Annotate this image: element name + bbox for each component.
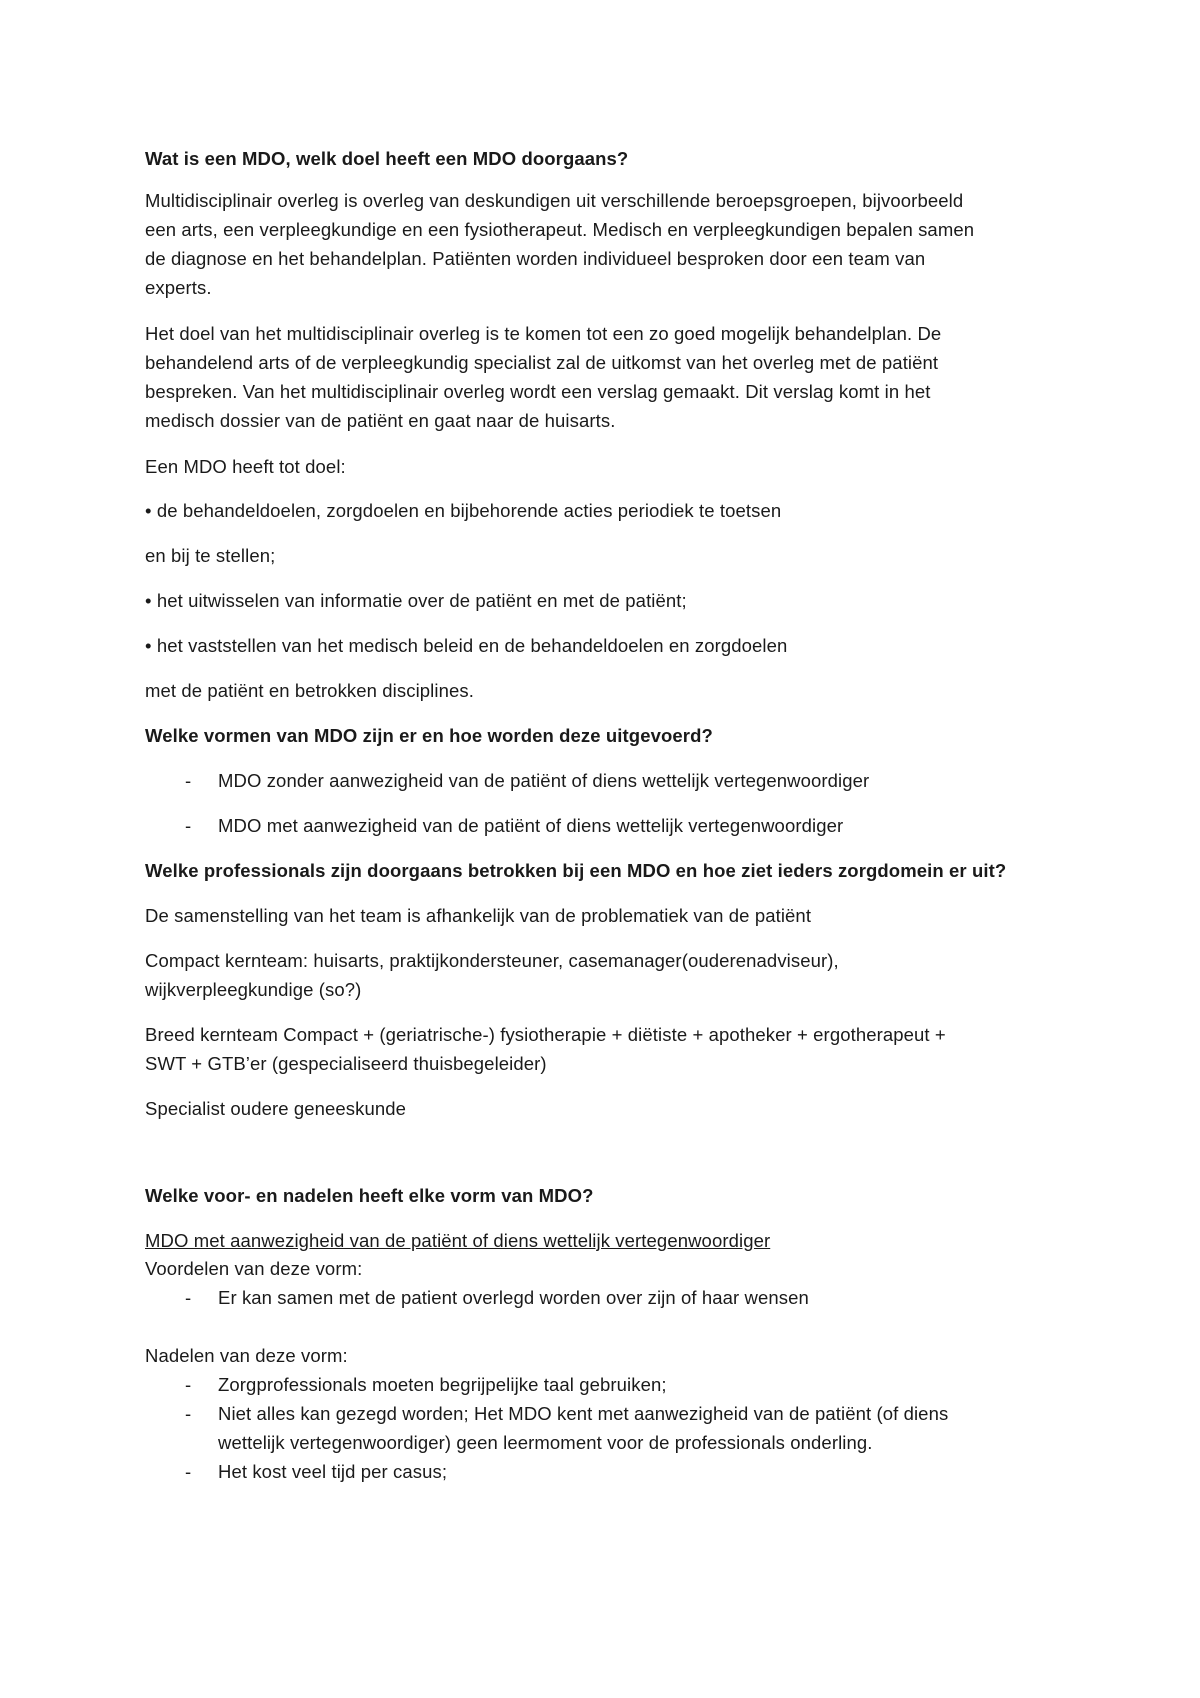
dash-icon: - (185, 1403, 192, 1424)
cons-item: Het kost veel tijd per casus; (218, 1461, 448, 1482)
pros-item: Er kan samen met de patient overlegd worden over zijn of haar wensen (218, 1287, 809, 1308)
cons-item: Niet alles kan gezegd worden; Het MDO kent met aanwezigheid van de patiënt (of diens (218, 1403, 949, 1424)
team-composition: De samenstelling van het team is afhankelijk van de problematiek van de patiënt (145, 905, 812, 926)
paragraph-line: bespreken. Van het multidisciplinair overleg wordt een verslag gemaakt. Dit verslag komt in het (145, 381, 931, 402)
bullet-continuation: en bij te stellen; (145, 545, 276, 566)
paragraph-line: behandelend arts of de verpleegkundig specialist zal de uitkomst van het overleg met de patiënt (145, 352, 939, 373)
compact-team-line: Compact kernteam: huisarts, praktijkondersteuner, casemanager(ouderenadviseur), (145, 950, 839, 971)
bullet-item: • de behandeldoelen, zorgdoelen en bijbehorende acties periodiek te toetsen (145, 500, 782, 521)
paragraph-line: Multidisciplinair overleg is overleg van deskundigen uit verschillende beroepsgroepen, bijvoorbeeld (145, 190, 964, 211)
subheading-with-patient: MDO met aanwezigheid van de patiënt of diens wettelijk vertegenwoordiger (145, 1230, 771, 1251)
dash-icon: - (185, 1461, 192, 1482)
list-item: MDO zonder aanwezigheid van de patiënt of diens wettelijk vertegenwoordiger (218, 770, 870, 791)
dash-icon: - (185, 770, 192, 791)
bullet-icon: • (145, 500, 152, 521)
dash-icon: - (185, 1374, 192, 1395)
cons-item-continuation: wettelijk vertegenwoordiger) geen leermoment voor de professionals onderling. (218, 1432, 873, 1453)
heading-mdo-forms: Welke vormen van MDO zijn er en hoe worden deze uitgevoerd? (145, 725, 713, 746)
pros-label: Voordelen van deze vorm: (145, 1258, 363, 1279)
goal-intro: Een MDO heeft tot doel: (145, 456, 346, 477)
bullet-item: • het vaststellen van het medisch beleid en de behandeldoelen en zorgdoelen (145, 635, 788, 656)
heading-what-is-mdo: Wat is een MDO, welk doel heeft een MDO doorgaans? (145, 148, 629, 169)
bullet-continuation: met de patiënt en betrokken disciplines. (145, 680, 474, 701)
paragraph-line: medisch dossier van de patiënt en gaat naar de huisarts. (145, 410, 616, 431)
cons-label: Nadelen van deze vorm: (145, 1345, 348, 1366)
cons-item: Zorgprofessionals moeten begrijpelijke taal gebruiken; (218, 1374, 667, 1395)
paragraph-line: experts. (145, 277, 212, 298)
compact-team-line: wijkverpleegkundige (so?) (145, 979, 362, 1000)
heading-pros-cons: Welke voor- en nadelen heeft elke vorm van MDO? (145, 1185, 594, 1206)
bullet-icon: • (145, 590, 152, 611)
paragraph-line: een arts, een verpleegkundige en een fysiotherapeut. Medisch en verpleegkundigen bepalen samen (145, 219, 975, 240)
broad-team-line: SWT + GTB’er (gespecialiseerd thuisbegeleider) (145, 1053, 547, 1074)
heading-professionals: Welke professionals zijn doorgaans betrokken bij een MDO en hoe ziet ieders zorgdomein er uit? (145, 860, 1007, 881)
dash-icon: - (185, 815, 192, 836)
paragraph-line: de diagnose en het behandelplan. Patiënten worden individueel besproken door een team van (145, 248, 926, 269)
bullet-item: • het uitwisselen van informatie over de patiënt en met de patiënt; (145, 590, 687, 611)
list-item: MDO met aanwezigheid van de patiënt of diens wettelijk vertegenwoordiger (218, 815, 844, 836)
paragraph-line: Het doel van het multidisciplinair overleg is te komen tot een zo goed mogelijk behandelplan. De (145, 323, 942, 344)
specialist-line: Specialist oudere geneeskunde (145, 1098, 407, 1119)
bullet-icon: • (145, 635, 152, 656)
broad-team-line: Breed kernteam Compact + (geriatrische-) fysiotherapie + diëtiste + apotheker + ergotherapeut + (145, 1024, 946, 1045)
dash-icon: - (185, 1287, 192, 1308)
